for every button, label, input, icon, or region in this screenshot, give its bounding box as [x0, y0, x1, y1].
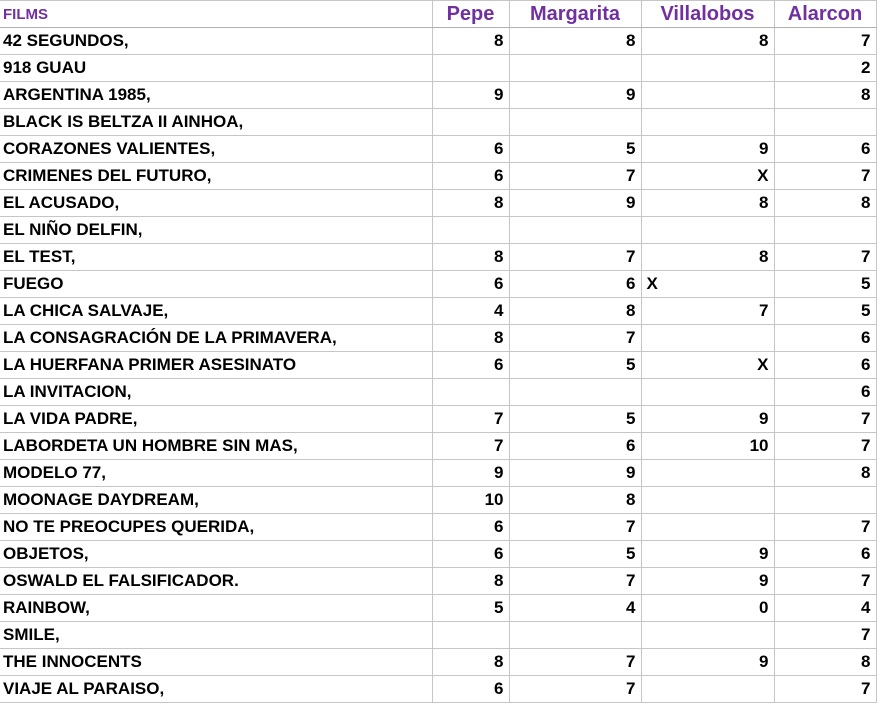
pepe-score-cell[interactable]: 8 [432, 649, 509, 676]
pepe-score-cell[interactable]: 6 [432, 676, 509, 703]
margarita-score-cell[interactable] [509, 622, 641, 649]
film-cell[interactable]: BLACK IS BELTZA II AINHOA, [0, 109, 432, 136]
villalobos-score-cell[interactable] [641, 622, 774, 649]
table-row [0, 190, 876, 217]
film-cell[interactable]: CORAZONES VALIENTES, [0, 136, 432, 163]
villalobos-score-cell[interactable] [641, 325, 774, 352]
margarita-score-cell[interactable]: 7 [509, 325, 641, 352]
table-row [0, 82, 876, 109]
alarcon-score-cell[interactable]: 8 [774, 190, 876, 217]
pepe-score-cell[interactable]: 8 [432, 244, 509, 271]
villalobos-score-cell[interactable]: 9 [641, 136, 774, 163]
villalobos-score-cell[interactable] [641, 676, 774, 703]
villalobos-score-cell[interactable]: 9 [641, 406, 774, 433]
film-cell[interactable]: EL TEST, [0, 244, 432, 271]
header-margarita[interactable]: Margarita [509, 1, 641, 28]
film-cell[interactable]: LA INVITACION, [0, 379, 432, 406]
film-cell[interactable]: ARGENTINA 1985, [0, 82, 432, 109]
villalobos-score-cell[interactable] [641, 109, 774, 136]
table-row [0, 541, 876, 568]
film-cell[interactable]: OBJETOS, [0, 541, 432, 568]
pepe-score-cell[interactable]: 6 [432, 352, 509, 379]
villalobos-score-cell[interactable] [641, 55, 774, 82]
header-films[interactable]: FILMS [0, 1, 432, 28]
alarcon-score-cell[interactable]: 5 [774, 271, 876, 298]
table-row [0, 298, 876, 325]
header-row [0, 1, 876, 28]
alarcon-score-cell[interactable] [774, 487, 876, 514]
pepe-score-cell[interactable] [432, 379, 509, 406]
margarita-score-cell[interactable]: 5 [509, 541, 641, 568]
margarita-score-cell[interactable] [509, 379, 641, 406]
film-cell[interactable]: THE INNOCENTS [0, 649, 432, 676]
alarcon-score-cell[interactable]: 7 [774, 244, 876, 271]
margarita-score-cell[interactable]: 7 [509, 244, 641, 271]
header-alarcon[interactable]: Alarcon [774, 1, 876, 28]
pepe-score-cell[interactable]: 6 [432, 136, 509, 163]
table-row [0, 271, 876, 298]
margarita-score-cell[interactable]: 7 [509, 514, 641, 541]
table-row [0, 406, 876, 433]
alarcon-score-cell[interactable]: 8 [774, 82, 876, 109]
table-row [0, 325, 876, 352]
table-row [0, 433, 876, 460]
table-row [0, 352, 876, 379]
pepe-score-cell[interactable]: 6 [432, 514, 509, 541]
villalobos-score-cell[interactable] [641, 82, 774, 109]
pepe-score-cell[interactable]: 10 [432, 487, 509, 514]
film-cell[interactable]: 42 SEGUNDOS, [0, 28, 432, 55]
table-row [0, 514, 876, 541]
pepe-score-cell[interactable]: 5 [432, 595, 509, 622]
film-cell[interactable]: NO TE PREOCUPES QUERIDA, [0, 514, 432, 541]
film-cell[interactable]: EL ACUSADO, [0, 190, 432, 217]
table-row [0, 487, 876, 514]
pepe-score-cell[interactable]: 8 [432, 28, 509, 55]
alarcon-score-cell[interactable]: 6 [774, 325, 876, 352]
villalobos-score-cell[interactable]: X [641, 163, 774, 190]
film-cell[interactable]: SMILE, [0, 622, 432, 649]
alarcon-score-cell[interactable]: 6 [774, 352, 876, 379]
pepe-score-cell[interactable]: 4 [432, 298, 509, 325]
pepe-score-cell[interactable]: 6 [432, 541, 509, 568]
film-cell[interactable]: LA VIDA PADRE, [0, 406, 432, 433]
table-row [0, 676, 876, 703]
villalobos-score-cell[interactable]: X [641, 352, 774, 379]
villalobos-score-cell[interactable]: 8 [641, 28, 774, 55]
film-cell[interactable]: VIAJE AL PARAISO, [0, 676, 432, 703]
alarcon-score-cell[interactable]: 7 [774, 163, 876, 190]
villalobos-score-cell[interactable] [641, 217, 774, 244]
film-cell[interactable]: LA CONSAGRACIÓN DE LA PRIMAVERA, [0, 325, 432, 352]
margarita-score-cell[interactable] [509, 217, 641, 244]
margarita-score-cell[interactable]: 7 [509, 163, 641, 190]
film-cell[interactable]: MODELO 77, [0, 460, 432, 487]
table-row [0, 217, 876, 244]
header-pepe[interactable]: Pepe [432, 1, 509, 28]
table-row [0, 595, 876, 622]
table-row [0, 379, 876, 406]
villalobos-score-cell[interactable]: 10 [641, 433, 774, 460]
alarcon-score-cell[interactable]: 6 [774, 136, 876, 163]
table-row [0, 28, 876, 55]
pepe-score-cell[interactable]: 8 [432, 568, 509, 595]
margarita-score-cell[interactable]: 5 [509, 406, 641, 433]
alarcon-score-cell[interactable]: 7 [774, 568, 876, 595]
pepe-score-cell[interactable]: 7 [432, 433, 509, 460]
pepe-score-cell[interactable]: 9 [432, 460, 509, 487]
film-cell[interactable]: RAINBOW, [0, 595, 432, 622]
film-cell[interactable]: LA HUERFANA PRIMER ASESINATO [0, 352, 432, 379]
table-row [0, 568, 876, 595]
margarita-score-cell[interactable]: 5 [509, 136, 641, 163]
alarcon-score-cell[interactable]: 7 [774, 406, 876, 433]
film-cell[interactable]: OSWALD EL FALSIFICADOR. [0, 568, 432, 595]
film-cell[interactable]: 918 GUAU [0, 55, 432, 82]
villalobos-score-cell[interactable]: 9 [641, 568, 774, 595]
pepe-score-cell[interactable]: 6 [432, 271, 509, 298]
villalobos-score-cell[interactable] [641, 487, 774, 514]
alarcon-score-cell[interactable]: 2 [774, 55, 876, 82]
table-row [0, 649, 876, 676]
villalobos-score-cell[interactable]: X [641, 271, 774, 298]
alarcon-score-cell[interactable]: 8 [774, 649, 876, 676]
margarita-score-cell[interactable]: 9 [509, 82, 641, 109]
film-cell[interactable]: MOONAGE DAYDREAM, [0, 487, 432, 514]
pepe-score-cell[interactable]: 6 [432, 163, 509, 190]
table-row [0, 136, 876, 163]
alarcon-score-cell[interactable]: 7 [774, 676, 876, 703]
table-row [0, 244, 876, 271]
film-cell[interactable]: FUEGO [0, 271, 432, 298]
pepe-score-cell[interactable]: 8 [432, 190, 509, 217]
film-cell[interactable]: LABORDETA UN HOMBRE SIN MAS, [0, 433, 432, 460]
villalobos-score-cell[interactable] [641, 460, 774, 487]
alarcon-score-cell[interactable] [774, 109, 876, 136]
margarita-score-cell[interactable]: 9 [509, 190, 641, 217]
alarcon-score-cell[interactable]: 4 [774, 595, 876, 622]
margarita-score-cell[interactable] [509, 55, 641, 82]
header-villalobos[interactable]: Villalobos [641, 1, 774, 28]
margarita-score-cell[interactable]: 7 [509, 676, 641, 703]
villalobos-score-cell[interactable] [641, 379, 774, 406]
margarita-score-cell[interactable]: 8 [509, 28, 641, 55]
margarita-score-cell[interactable]: 7 [509, 649, 641, 676]
pepe-score-cell[interactable] [432, 109, 509, 136]
villalobos-score-cell[interactable]: 7 [641, 298, 774, 325]
margarita-score-cell[interactable] [509, 109, 641, 136]
alarcon-score-cell[interactable]: 7 [774, 433, 876, 460]
alarcon-score-cell[interactable]: 7 [774, 622, 876, 649]
film-cell[interactable]: CRIMENES DEL FUTURO, [0, 163, 432, 190]
margarita-score-cell[interactable]: 8 [509, 487, 641, 514]
villalobos-score-cell[interactable]: 9 [641, 649, 774, 676]
villalobos-score-cell[interactable]: 0 [641, 595, 774, 622]
alarcon-score-cell[interactable]: 5 [774, 298, 876, 325]
alarcon-score-cell[interactable]: 6 [774, 379, 876, 406]
pepe-score-cell[interactable] [432, 217, 509, 244]
margarita-score-cell[interactable]: 7 [509, 568, 641, 595]
table-row [0, 622, 876, 649]
film-cell[interactable]: EL NIÑO DELFIN, [0, 217, 432, 244]
film-cell[interactable]: LA CHICA SALVAJE, [0, 298, 432, 325]
villalobos-score-cell[interactable]: 8 [641, 190, 774, 217]
table-row [0, 163, 876, 190]
margarita-score-cell[interactable]: 4 [509, 595, 641, 622]
alarcon-score-cell[interactable]: 7 [774, 28, 876, 55]
table-row [0, 109, 876, 136]
pepe-score-cell[interactable] [432, 622, 509, 649]
alarcon-score-cell[interactable]: 7 [774, 514, 876, 541]
pepe-score-cell[interactable]: 9 [432, 82, 509, 109]
villalobos-score-cell[interactable]: 8 [641, 244, 774, 271]
alarcon-score-cell[interactable]: 6 [774, 541, 876, 568]
alarcon-score-cell[interactable]: 8 [774, 460, 876, 487]
margarita-score-cell[interactable]: 9 [509, 460, 641, 487]
margarita-score-cell[interactable]: 8 [509, 298, 641, 325]
table-row [0, 460, 876, 487]
pepe-score-cell[interactable]: 8 [432, 325, 509, 352]
margarita-score-cell[interactable]: 6 [509, 271, 641, 298]
villalobos-score-cell[interactable]: 9 [641, 541, 774, 568]
margarita-score-cell[interactable]: 5 [509, 352, 641, 379]
villalobos-score-cell[interactable] [641, 514, 774, 541]
alarcon-score-cell[interactable] [774, 217, 876, 244]
pepe-score-cell[interactable]: 7 [432, 406, 509, 433]
margarita-score-cell[interactable]: 6 [509, 433, 641, 460]
pepe-score-cell[interactable] [432, 55, 509, 82]
table-row [0, 55, 876, 82]
